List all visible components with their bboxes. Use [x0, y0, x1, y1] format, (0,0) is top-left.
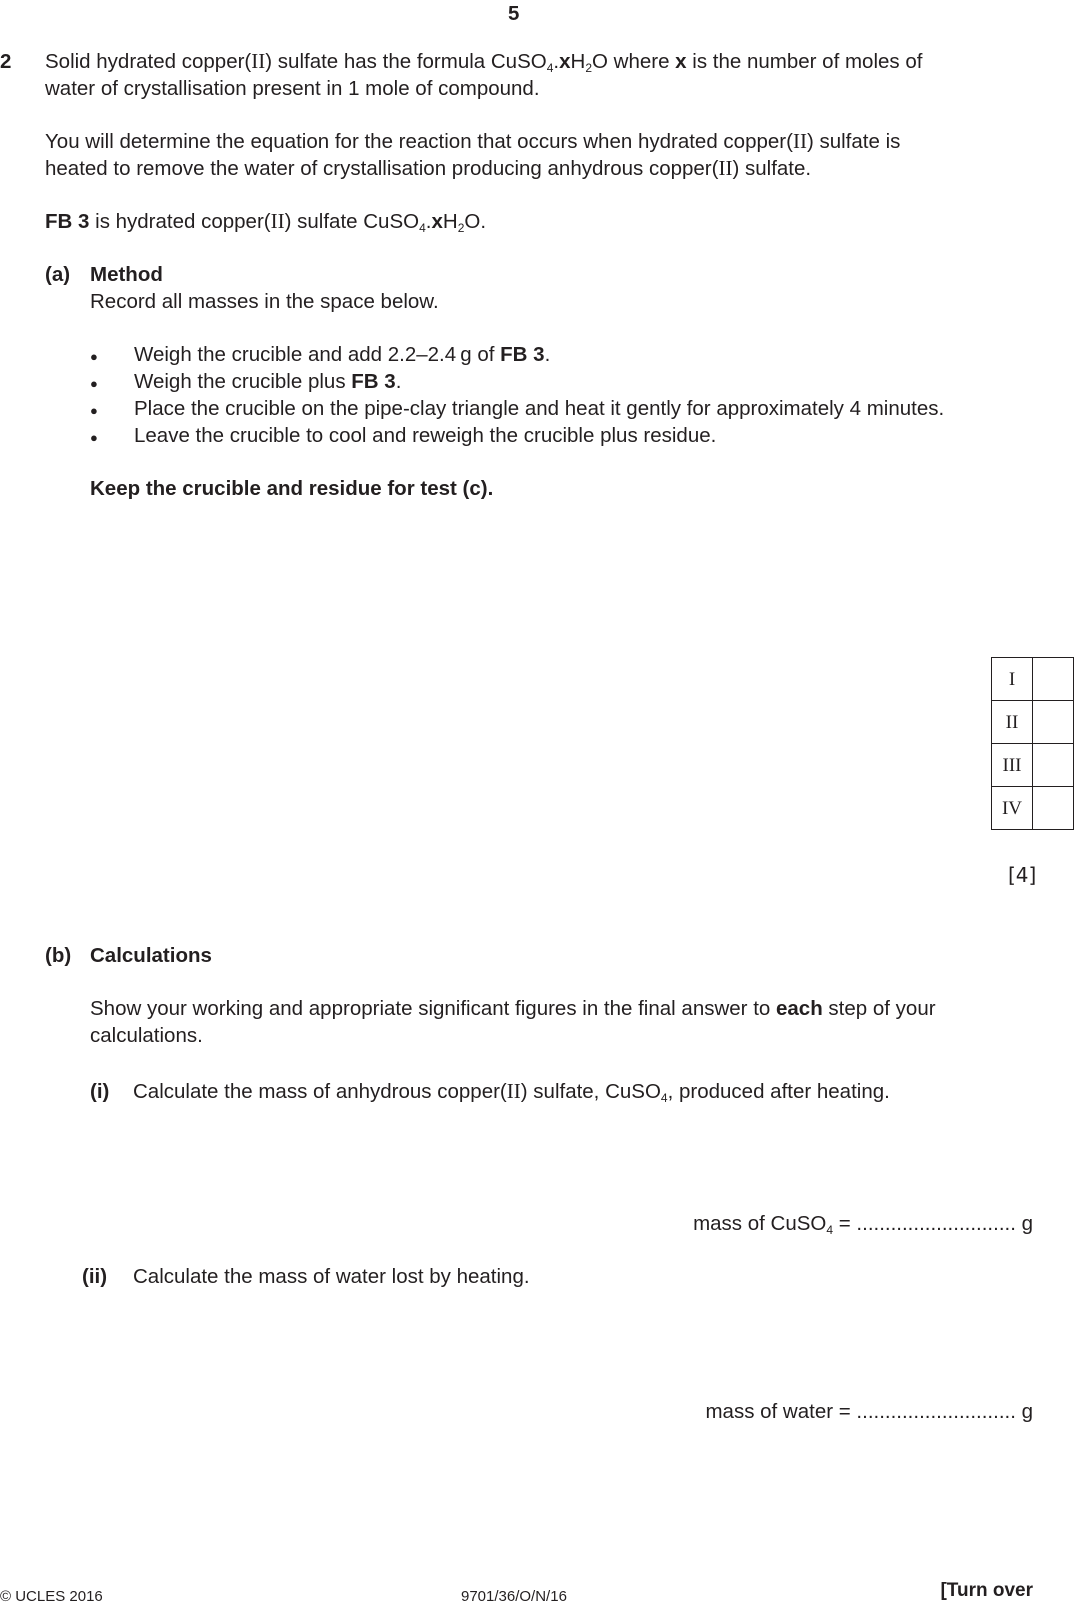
part-b-ii-label: (ii): [82, 1265, 108, 1288]
mark-box[interactable]: [1033, 787, 1074, 830]
question-number: 2: [0, 50, 12, 73]
bullet-list: [90, 341, 944, 449]
mark-label: II: [992, 701, 1033, 744]
answer-line-water[interactable]: mass of water = ............................ g: [705, 1400, 1033, 1423]
part-b-i-question: Calculate the mass of anhydrous copper(II) sulfate, CuSO$_4$, produced after heating.: [133, 1079, 890, 1105]
table-row: [992, 744, 1074, 787]
mark-box[interactable]: [1033, 744, 1074, 787]
list-item: ● Weigh the crucible and add 2.2–2.4 g of FB 3.: [90, 343, 551, 366]
part-b-label: (b): [45, 944, 72, 967]
mark-box[interactable]: [1033, 658, 1074, 701]
mark-label: III: [992, 744, 1033, 787]
footer-copyright: © UCLES 2016: [0, 1588, 103, 1605]
list-item: ● Place the crucible on the pipe-clay triangle and heat it gently for approximately 4 minutes.: [90, 397, 945, 420]
part-b-ii-question: Calculate the mass of water lost by heating.: [133, 1265, 530, 1288]
footer-code: 9701/36/O/N/16: [461, 1588, 567, 1605]
intro-paragraph-3: FB 3 is hydrated copper(II) sulfate $CuSO_4.xH_2O$.: [45, 209, 487, 235]
intro-paragraph-1: Solid hydrated copper(II) sulfate has the formula $CuSO_4.xH_2O$ where x is the number of moles of water of crystallisation present in 1 mole of compound.: [45, 49, 923, 100]
marks-a: [4]: [1008, 863, 1037, 887]
keep-note: Keep the crucible and residue for test (c).: [90, 477, 494, 500]
mark-label: IV: [992, 787, 1033, 830]
part-b-title: Calculations: [90, 944, 212, 967]
marks-table: [991, 657, 1074, 830]
intro-paragraph-2: You will determine the equation for the reaction that occurs when hydrated copper(II) sulfate is heated to remove the water of crystallisation producing anhydrous copper(II) sulfate.: [45, 129, 901, 180]
part-a-label: (a): [45, 263, 71, 286]
mark-box[interactable]: [1033, 701, 1074, 744]
answer-line-cuso4[interactable]: mass of CuSO$_4$ = ............................ g: [693, 1212, 1033, 1237]
part-b-instruction: Show your working and appropriate significant figures in the final answer to each step of your calculations.: [90, 997, 936, 1047]
part-a-title: Method: [90, 263, 163, 286]
table-row: [992, 787, 1074, 830]
list-item: ● Leave the crucible to cool and reweigh the crucible plus residue.: [90, 424, 717, 447]
footer-turn-over: [Turn over: [940, 1580, 1033, 1601]
mark-label: I: [992, 658, 1033, 701]
working-space-ii[interactable]: [133, 1295, 1033, 1385]
page-number: 5: [508, 2, 520, 25]
table-row: [992, 701, 1074, 744]
answer-space-a[interactable]: [90, 510, 970, 850]
part-a-instruction: Record all masses in the space below.: [90, 290, 439, 313]
part-b-i-label: (i): [90, 1080, 110, 1103]
working-space-i[interactable]: [133, 1110, 1033, 1200]
list-item: ● Weigh the crucible plus FB 3.: [90, 370, 402, 393]
table-row: [992, 658, 1074, 701]
